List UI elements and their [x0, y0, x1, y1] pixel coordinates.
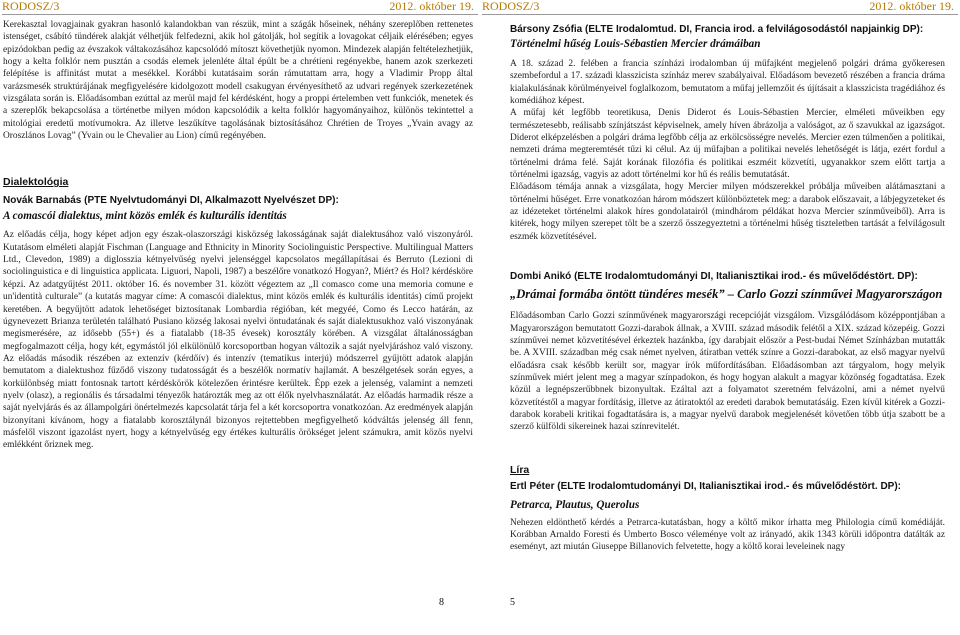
intro-paragraph	[3, 19, 473, 142]
abstract-paragraph: Előadásom témája annak a vizsgálata, hogy Mercier milyen módszerekkel próbálja műveiben alátámasztani a történelmi hűséget. Erre vonatkozóan három módszert különböztetek meg: a darabok előszavait, a lábjegyzeteket és az idézeteket történelmi alakok híres gondolatairól (mindhárom példákat hozva Mercier színműveiből). Arra is kitérek, hogy milyen szerepet tölt be a szerző összegyeztetni a történelmi hűség tiszteletben tartását a felvilágosult eszmék közvetítésével.	[510, 182, 945, 242]
intro-sentence: Kerekasztal lovagjainak gyakran hasonló kalandokban van részük, mint a szágák hőseinek, néhány szereplőben rettenetes istenséget, csábító tündérek alakját vélhetjük felfedezni, akik hol gátolják, hol segítik a lovagokat céljaik elérésében; egyes epizódokban pedig az évszakok váltakozásához kapcsolódó mítoszt követhetjük nyomon.	[3, 20, 473, 55]
author-line: Novák Barnabás (PTE Nyelvtudományi DI, Alkalmazott Nyelvészet DP):	[3, 195, 339, 207]
running-header	[2, 0, 478, 15]
author-line: Ertl Péter (ELTE Irodalomtudományi DI, Italianisztikai irod.- és művelődéstört. DP):	[510, 480, 901, 492]
abstract-paragraph: A műfaj két legfőbb teoretikusa, Denis Diderot és Louis-Sébastien Mercier, elméleti műveikben egy természetesebb, reálisabb színjátszást képviselnek, amely híven ábrázolja a valóságot, az ő szavukkal az igazságot. Diderot elképzelésben a polgári dráma legfőbb célja az erkölcsösségre nevelés. Mercier ezen túlmenően a politikai, nemzeti dráma megteremtését tűzi ki célul. Az új műfajban a politikai nevelés lehetőségét is látja, ezért fordul a történelmi dráma felé. Saját korának filozófia és politikai eszméit közvetíti, ugyanakkor szem előtt tartja a történelmi igazság, vagyis az adott történelmi kor hű és reális bemutatását.	[510, 108, 945, 181]
section-heading: Líra	[510, 463, 530, 476]
page-number: 5	[510, 597, 515, 608]
author-line: Bársony Zsófia (ELTE Irodalomtud. DI, Francia irod. a felvilágosodástól napjainkig DP):	[510, 24, 924, 35]
running-header	[482, 0, 958, 15]
paper-title: Petrarca, Plautus, Querolus	[510, 498, 640, 511]
right-content	[510, 24, 945, 554]
paper-title: A comascói dialektus, mint közös emlék és kulturális identitás	[3, 210, 287, 223]
right-page	[480, 0, 960, 635]
intro-sentence: Mindezek alapján feltételezhetjük, hogy a kelta folklór nem pusztán a csodás elemek jelenléte által épült be a chrétieni regényekbe, hanem azok szerkezeti felépítése is affinitást mutat a mesékkel.	[3, 44, 473, 80]
section-heading: Dialektológia	[3, 176, 69, 189]
abstract-body: Nehezen eldönthető kérdés a Petrarca-kutatásban, hogy a költő mikor írhatta meg Philologia című komédiáját. Korábban Arnaldo Foresti és Umberto Bosco véleménye volt az irányadó, akik 1343 körüli időpontra datálták az eseményt, azt miután Giuseppe Billanovich felvetette, hogy a költő korai leveleinek nagy	[510, 517, 945, 553]
page-number: 8	[439, 597, 444, 608]
left-content	[3, 19, 473, 452]
abstract-paragraph: A 18. század 2. felében a francia színházi irodalomban új műfajként megjelenő polgári dráma győkeresen szembefordul a 17. századi klasszicista színház merev szabályaival. Előadásom bevezető részében a francia dráma kialakulásának körülményeivel foglalkozom, bemutatom a műfaj jellemzőit és újításait a klasszicista tragédiához és komédiához képest.	[510, 59, 945, 107]
header-title: RODOSZ/3	[482, 0, 540, 13]
paper-title: „Drámai formába öntött tündéres mesék” – Carlo Gozzi színművei Magyarországon	[510, 287, 943, 302]
paper-title: Történelmi hűség Louis-Sébastien Mercier drámáiban	[510, 38, 761, 50]
abstract-body: Előadásomban Carlo Gozzi színművének magyarországi recepcióját vizsgálom. Vizsgálódásom középpontjában a Magyarországon bemutatott Gozzi-darabok állnak, a XVIII. század második felétől a XIX. század közepéig. Gozzi színművei nemet közvetítésével érkeztek hazánkba, így darabjait először a Pest-budai Német Színházban mutatták be. A XVIII. században még csak német nyelven, átiratban vették színre a Gozzi-darabokat, az első magyar nyelvű előadásra csak később került sor, magyar írók műfordításában. Előadásomban azt tárgyalom, hogy melyik színművek miért jelent meg a magyar színpadokon, és hogy hogyan alakult a magyar közönség fogadtatása. Ezek közül a legnépszerűbbnek bizonyultak. Ezáltal azt a folyamatot szeretném felvázolni, ami a német nyelvű közvetítéstől a magyar fordításig, illetve az átiratoktól az eredeti darabok bemutatásáig. Ezen kívül kitérek a Gozzi-darabok korabeli kritikai fogadtatására is, a magyar nyelvű darabok megjelenését követően több útja szabott be a szerző külföldi sikereinek hazai színrevitelét.	[510, 311, 945, 433]
author-line: Dombi Anikó (ELTE Irodalomtudományi DI, Italianisztikai irod.- és művelődéstört. DP):	[510, 271, 918, 283]
header-date: 2012. október 19.	[389, 0, 474, 13]
header-title: RODOSZ/3	[2, 0, 60, 13]
abstract-body: Az előadás célja, hogy képet adjon egy észak-olaszországi kisközség lakosságának saját dialektusához való viszonyáról. Kutatásom elméleti alapját Fischman (Language and Ethnicity in Minority Sociolinguistic Perspective. Multilingual Matters Ltd., Clevedon, 1989) a diglosszia kétnyelvűség nyelvi jelenséggel kapcsolatos megállapításai és Berruto (Lezioni di sociolinguistica e di linguistica applicata. Liguori, Napoli, 1987) a beszélőre vonatkozó Hogyan?, Miért? és Hol? kérdésköre képzi. Az adatgyűjtést 2011. október 16. és november 31. között végeztem az „Il comasco come una memoria comune e un'identità culturale” (a kutatás magyar címe: A comascói dialektus, mint közös emlék és kulturális identitás) című projekt keretében. A begyűjtött adatok lehetőséget biztosítanak Lombardia régióban, két megyéé, Como és Lecco határán, az úgynevezett Brianza területén található Pusiano község lakosai nyelvi öntudatának és saját dialektusukhoz való viszonyának megismerésére, az idősebb (55+) és a fiatalabb (18-35 évesek) korosztály körében. A vizsgálat általánosságban megfogalmazott célja, hogy két, egymástól jól elkülönülő korcsoportban hogyan változik a saját nyelvjáráshoz való viszony. Az előadás második részében az extenzív (kérdőív) és intenzív (tematikus interjú) módszerrel gyűjtött adatok alapján bemutatom a dialektushoz fűződő viszony tudatosságát és a beszélők normatív hajlamát. A beszélgetések során egyes, a korkülönbség miatt fontosnak tartott kérdéskörök kötelezően érintésre kerültek. Épp ezek a jelenség, valamint a nemzeti nyelv (olasz), a regionális és társadalmi tényezők határozták meg az ott élők nyelvhasználatát. Az előadás harmadik része a saját nyelvjárás és az állampolgári önértelmezés kapcsolatát tárja fel a két korcsoportra vonatkozóan. Az eredmények alapján bizonyítani kívánom, hogy a fiatalabb korosztálynál bizonyos rejtettebben megfigyelhető kódváltás jelenség áll fenn, másfelől viszont igazolást nyert, hogy a kétnyelvűség egy értékes kulturális örökséget jelent számukra, amit közös nyelvi emlékként őriznek meg.	[3, 230, 473, 451]
header-date: 2012. október 19.	[869, 0, 954, 13]
intro-sentence: Korábbi kutatásaim során rámutattam arra, hogy a Vladimir Propp által varázsmesék struktúrájának megfigyelésére kidolgozott modell csakugyan érvényesíthető az udvari regények szerkezetének vizsgálata során is. Előadásomban ezúttal az merül majd fel kérdésként, hogy a proppi értelemben vett funkciók, menetek és a szereplők bekapcsolása a történetbe milyen módon kapcsolódik a kelta folklór hagyományaihoz, különös tekintettel a mitológiai eredetű motívumokra. Az illetve leszűkítve tagolásának biztosításához Chrétien de Troyes „Yvain avagy az Oroszlános Lovag” (Yvain ou le Chevalier au Lion) című regényében.	[3, 69, 473, 142]
